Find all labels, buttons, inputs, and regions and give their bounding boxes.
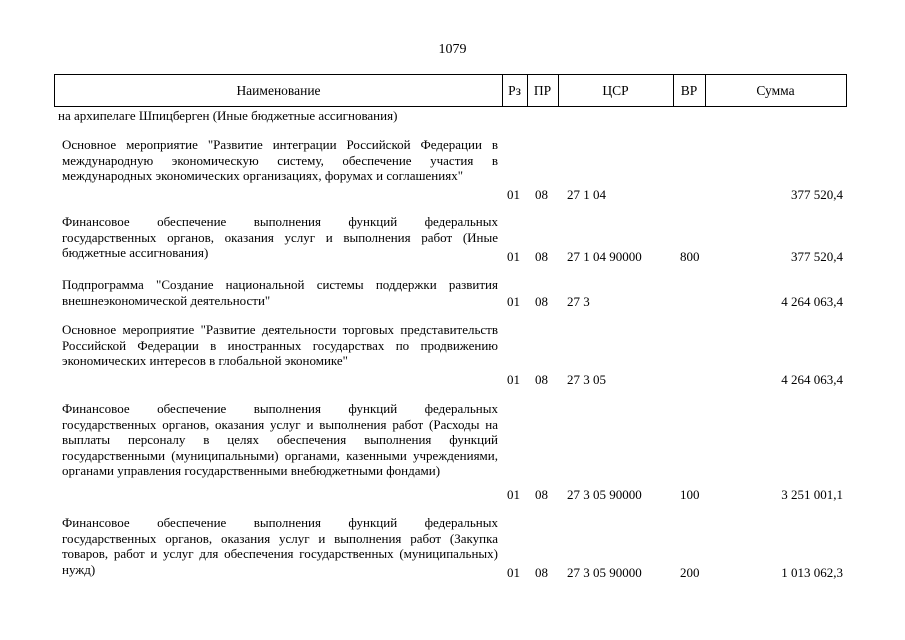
row-pr: 08 (535, 487, 548, 502)
row-sum: 1 013 062,3 (781, 565, 843, 580)
row-sum: 3 251 001,1 (781, 487, 843, 502)
row-csr: 27 1 04 (567, 187, 606, 202)
row-pr: 08 (535, 294, 548, 309)
row-name: Подпрограмма "Создание национальной системы поддержки развития внешнеэкономической деятельности" (62, 277, 498, 308)
row-rz: 01 (507, 187, 520, 202)
row-vr: 800 (680, 249, 700, 264)
header-vr: ВР (680, 83, 698, 98)
row-sum: 377 520,4 (791, 187, 843, 202)
row-pr: 08 (535, 372, 548, 387)
row-name: Финансовое обеспечение выполнения функций федеральных государственных органов, оказания услуг и выполнения работ (Расходы на выплаты персоналу в целях обеспечения выполнения функций государственными (муниципальными) органами, казенными учреждениями, органами управления государственными внебюджетными фондами) (62, 401, 498, 479)
row-name: Основное мероприятие "Развитие интеграции Российской Федерации в международную экономическую систему, обеспечение участия в международных экономических организациях, форумах и соглашениях" (62, 137, 498, 184)
row-pr: 08 (535, 187, 548, 202)
header-rz: Рз (508, 83, 521, 98)
row-rz: 01 (507, 294, 520, 309)
header-csr: ЦСР (602, 83, 629, 98)
row-csr: 27 3 05 90000 (567, 487, 642, 502)
row-rz: 01 (507, 249, 520, 264)
row-vr: 200 (680, 565, 700, 580)
row-vr: 100 (680, 487, 700, 502)
row-name: Основное мероприятие "Развитие деятельности торговых представительств Российской Федерации в иностранных государствах по продвижению экономических интересов в глобальной экономике" (62, 322, 498, 369)
header-pr: ПР (533, 83, 552, 98)
page-number: 1079 (438, 42, 467, 57)
row-csr: 27 1 04 90000 (567, 249, 642, 264)
row-csr: 27 3 (567, 294, 590, 309)
row-sum: 4 264 063,4 (781, 294, 843, 309)
row-sum: 377 520,4 (791, 249, 843, 264)
continuation-text: на архипелаге Шпицберген (Иные бюджетные ассигнования) (58, 108, 398, 123)
header-sum: Сумма (756, 83, 795, 98)
row-pr: 08 (535, 565, 548, 580)
row-rz: 01 (507, 487, 520, 502)
row-csr: 27 3 05 (567, 372, 606, 387)
row-name: Финансовое обеспечение выполнения функций федеральных государственных органов, оказания услуг и выполнения работ (Иные бюджетные ассигнования) (62, 214, 498, 261)
header-name: Наименование (236, 83, 321, 98)
row-name: Финансовое обеспечение выполнения функций федеральных государственных органов, оказания услуг и выполнения работ (Закупка товаров, работ и услуг для обеспечения государственных (муниципальных) нужд) (62, 515, 498, 577)
row-pr: 08 (535, 249, 548, 264)
row-csr: 27 3 05 90000 (567, 565, 642, 580)
row-rz: 01 (507, 565, 520, 580)
table-header (54, 74, 847, 107)
row-rz: 01 (507, 372, 520, 387)
row-sum: 4 264 063,4 (781, 372, 843, 387)
